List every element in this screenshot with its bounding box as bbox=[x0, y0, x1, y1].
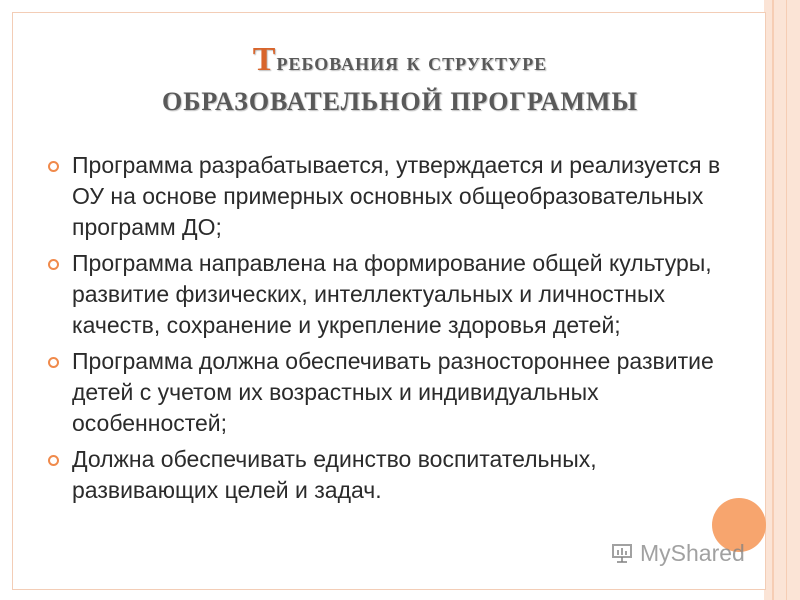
slide-title bbox=[100, 40, 700, 122]
presentation-board-icon bbox=[610, 541, 634, 565]
list-item bbox=[48, 150, 748, 243]
watermark-text: MyShared bbox=[640, 539, 745, 566]
list-item bbox=[48, 444, 748, 506]
bullet-text: Должна обеспечивать единство воспитательных, развивающих целей и задач. bbox=[72, 446, 597, 503]
bullet-icon bbox=[48, 259, 59, 270]
title-line-1 bbox=[100, 40, 700, 82]
title-first-letter: Т bbox=[252, 41, 277, 78]
bullet-text: Программа направлена на формирование общей культуры, развитие физических, интеллектуальных и личностных качеств, сохранение и укрепление здоровья детей; bbox=[72, 250, 712, 338]
bullet-icon bbox=[48, 161, 59, 172]
watermark[interactable] bbox=[610, 538, 745, 568]
decorative-side-stripe bbox=[764, 0, 800, 600]
title-line-2: ОБРАЗОВАТЕЛЬНОЙ ПРОГРАММЫ bbox=[162, 87, 638, 116]
list-item bbox=[48, 346, 748, 439]
bullet-text: Программа должна обеспечивать разностороннее развитие детей с учетом их возрастных и индивидуальных особенностей; bbox=[72, 348, 714, 436]
bullet-text: Программа разрабатывается, утверждается и реализуется в ОУ на основе примерных основных общеобразовательных программ ДО; bbox=[72, 152, 721, 240]
bullet-list bbox=[48, 150, 748, 511]
bullet-icon bbox=[48, 455, 59, 466]
bullet-icon bbox=[48, 357, 59, 368]
list-item bbox=[48, 248, 748, 341]
title-line-1-text: ребования к структуре bbox=[276, 47, 548, 76]
